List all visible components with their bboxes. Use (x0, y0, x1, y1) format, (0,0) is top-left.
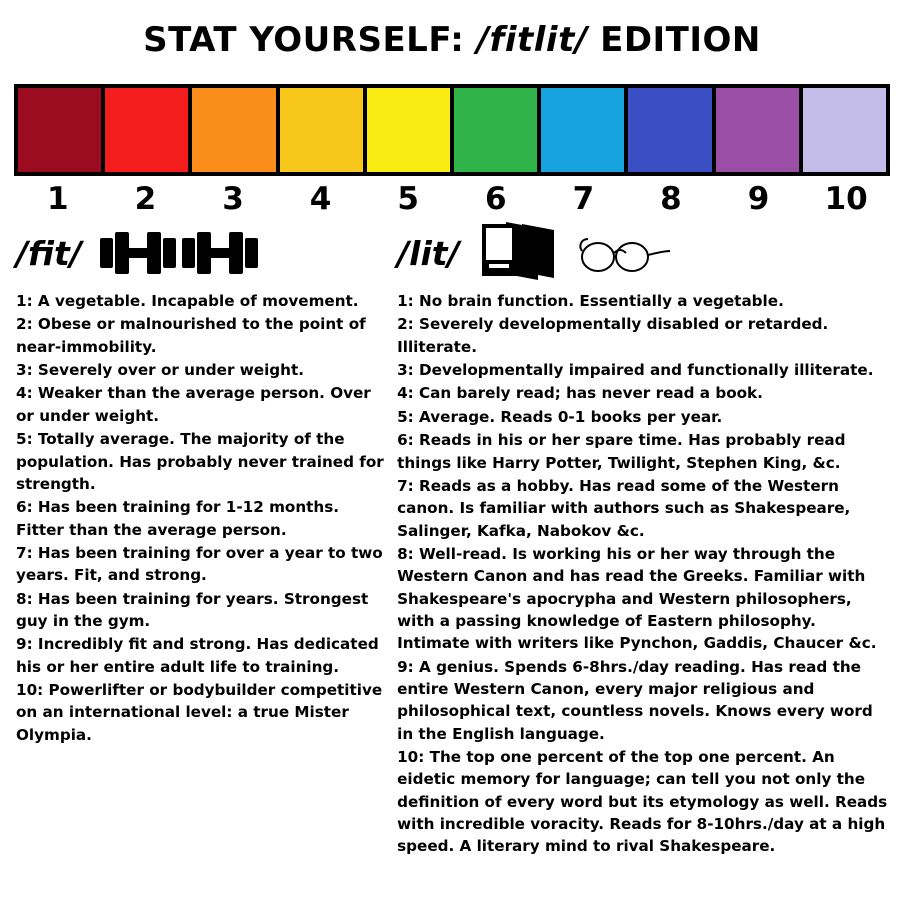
page-title (0, 0, 904, 60)
scale-swatch-6 (454, 88, 541, 172)
scale-swatch-8 (628, 88, 715, 172)
scale-swatch-7 (541, 88, 628, 172)
books-icon (476, 220, 560, 286)
glasses-icon (576, 231, 672, 275)
lit-entry: 2: Severely developmentally disabled or retarded. Illiterate. (397, 315, 829, 356)
dumbbell-icon (98, 230, 258, 276)
scale-swatch-1 (18, 88, 105, 172)
fit-entry: 1: A vegetable. Incapable of movement. (16, 292, 359, 311)
lit-column-header (397, 220, 888, 286)
scale-swatch-10 (803, 88, 886, 172)
lit-entry: 3: Developmentally impaired and functionally illiterate. (397, 361, 874, 380)
scale-number: 4 (309, 181, 332, 217)
fit-entries (16, 290, 387, 746)
lit-entry: 6: Reads in his or her spare time. Has probably read things like Harry Potter, Twilight, Stephen King, &c. (397, 431, 846, 472)
fit-entry: 4: Weaker than the average person. Over or under weight. (16, 384, 371, 425)
scale-number: 5 (397, 181, 419, 217)
title-prefix: STAT YOURSELF: (143, 20, 477, 60)
scale-number: 6 (484, 181, 507, 217)
fit-entry: 8: Has been training for years. Strongest guy in the gym. (16, 589, 369, 630)
lit-entry: 9: A genius. Spends 6-8hrs./day reading. Has read the entire Western Canon, every major religious and philosophical text, countless novels. Knows every word in the English language. (397, 657, 873, 743)
fit-entry: 6: Has been training for 1-12 months. Fitter than the average person. (16, 498, 340, 539)
fit-entry: 2: Obese or malnourished to the point of near-immobility. (16, 315, 366, 356)
columns (0, 220, 904, 859)
lit-entries (397, 290, 888, 858)
lit-entry: 8: Well-read. Is working his or her way through the Western Canon and has read the Greeks. Familiar with Shakespeare's apocrypha and Western philosophers, with a passing knowledge of Eastern philosophy. Intimate with writers like Pynchon, Gaddis, Chaucer &c. (397, 544, 877, 653)
scale-number: 1 (47, 181, 69, 217)
scale-numbers (14, 182, 890, 216)
fit-entry: 7: Has been training for over a year to two years. Fit, and strong. (16, 543, 383, 585)
scale-number: 3 (222, 181, 244, 217)
scale-swatch-3 (192, 88, 279, 172)
scale-number: 2 (134, 181, 157, 217)
scale-number: 10 (824, 181, 868, 217)
title-board-name: /fitlit/ (476, 20, 588, 60)
lit-column (397, 220, 888, 859)
lit-entry: 4: Can barely read; has never read a book. (397, 384, 763, 403)
fit-column-header (16, 220, 387, 286)
fit-column (16, 220, 397, 859)
title-suffix: EDITION (587, 20, 761, 60)
color-scale (14, 84, 890, 176)
scale-number: 8 (660, 181, 682, 217)
scale-number: 7 (572, 181, 595, 217)
scale-swatch-9 (716, 88, 803, 172)
lit-column-label: /lit/ (397, 233, 460, 273)
scale-swatch-2 (105, 88, 192, 172)
lit-entry: 5: Average. Reads 0-1 books per year. (397, 407, 723, 426)
fit-entry: 5: Totally average. The majority of the population. Has probably never trained for strength. (16, 430, 384, 493)
scale-swatch-4 (280, 88, 367, 172)
lit-entry: 7: Reads as a hobby. Has read some of the Western canon. Is familiar with authors such as Shakespeare, Salinger, Kafka, Nabokov &c. (397, 476, 851, 540)
scale-swatch-5 (367, 88, 454, 172)
lit-entry: 10: The top one percent of the top one percent. An eidetic memory for language; can tell you not only the definition of every word but its etymology as well. Reads with incredible voracity. Reads for 8-10hrs./day at a high speed. A literary mind to rival Shakespeare. (397, 747, 888, 856)
fit-column-label: /fit/ (16, 233, 82, 273)
fit-entry: 3: Severely over or under weight. (16, 361, 304, 380)
fit-entry: 10: Powerlifter or bodybuilder competitive on an international level: a true Mister Olympia. (16, 680, 383, 744)
fit-entry: 9: Incredibly fit and strong. Has dedicated his or her entire adult life to training. (16, 635, 379, 676)
scale-number: 9 (747, 181, 770, 217)
lit-entry: 1: No brain function. Essentially a vegetable. (397, 292, 784, 311)
